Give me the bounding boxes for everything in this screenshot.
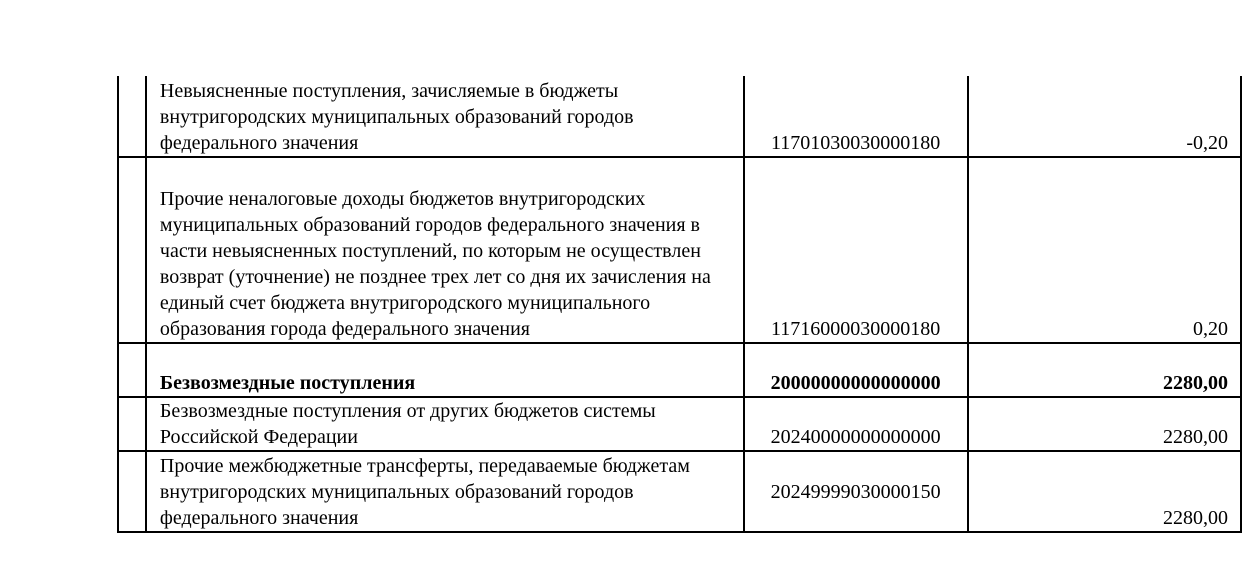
revenue-name-cell xyxy=(146,157,744,343)
revenue-code-cell xyxy=(744,451,968,532)
revenue-code-cell xyxy=(744,157,968,343)
revenue-name: Невыясненные поступления, зачисляемые в бюджеты внутригородских муниципальных образований городов федерального значения xyxy=(159,80,634,154)
row-number-cell xyxy=(118,76,146,157)
revenue-code: 20240000000000000 xyxy=(770,426,941,448)
row-number-cell xyxy=(118,343,146,397)
row-number-cell xyxy=(118,451,146,532)
table-row xyxy=(118,157,1241,343)
revenue-name-cell xyxy=(146,451,744,532)
table-row xyxy=(118,451,1241,532)
revenue-code-cell xyxy=(744,343,968,397)
revenue-name: Безвозмездные поступления от других бюджетов системы Российской Федерации xyxy=(159,400,656,448)
revenue-amount: -0,20 xyxy=(1186,132,1228,154)
revenue-amount-cell xyxy=(968,343,1241,397)
revenue-code: 20000000000000000 xyxy=(770,372,941,394)
revenue-amount-cell xyxy=(968,157,1241,343)
revenue-code-cell xyxy=(744,397,968,451)
revenue-amount: 2280,00 xyxy=(1163,426,1228,448)
revenue-table xyxy=(117,76,1242,533)
revenue-code: 20249999030000150 xyxy=(770,480,941,503)
revenue-amount-cell xyxy=(968,451,1241,532)
revenue-name: Безвозмездные поступления xyxy=(159,372,416,394)
revenue-name-cell xyxy=(146,76,744,157)
table-row xyxy=(118,76,1241,157)
revenue-code: 11701030030000180 xyxy=(770,132,941,154)
revenue-amount: 2280,00 xyxy=(1163,372,1228,394)
table-row xyxy=(118,397,1241,451)
revenue-name-cell xyxy=(146,397,744,451)
revenue-amount: 0,20 xyxy=(1193,318,1228,340)
revenue-code-cell xyxy=(744,76,968,157)
revenue-code: 11716000030000180 xyxy=(770,318,941,340)
revenue-amount-cell xyxy=(968,76,1241,157)
table-row xyxy=(118,343,1241,397)
revenue-name: Прочие межбюджетные трансферты, передаваемые бюджетам внутригородских муниципальных образований городов федерального значения xyxy=(159,455,690,529)
revenue-amount: 2280,00 xyxy=(1163,507,1228,529)
row-number-cell xyxy=(118,157,146,343)
row-number-cell xyxy=(118,397,146,451)
revenue-name: Прочие неналоговые доходы бюджетов внутригородских муниципальных образований городов федерального значения в части невыясненных поступлений, по которым не осуществлен возврат (уточнение) не позднее трех лет со дня их зачисления на единый счет бюджета внутригородского муниципального образования города федерального значения xyxy=(159,188,711,340)
revenue-name-cell xyxy=(146,343,744,397)
revenue-amount-cell xyxy=(968,397,1241,451)
